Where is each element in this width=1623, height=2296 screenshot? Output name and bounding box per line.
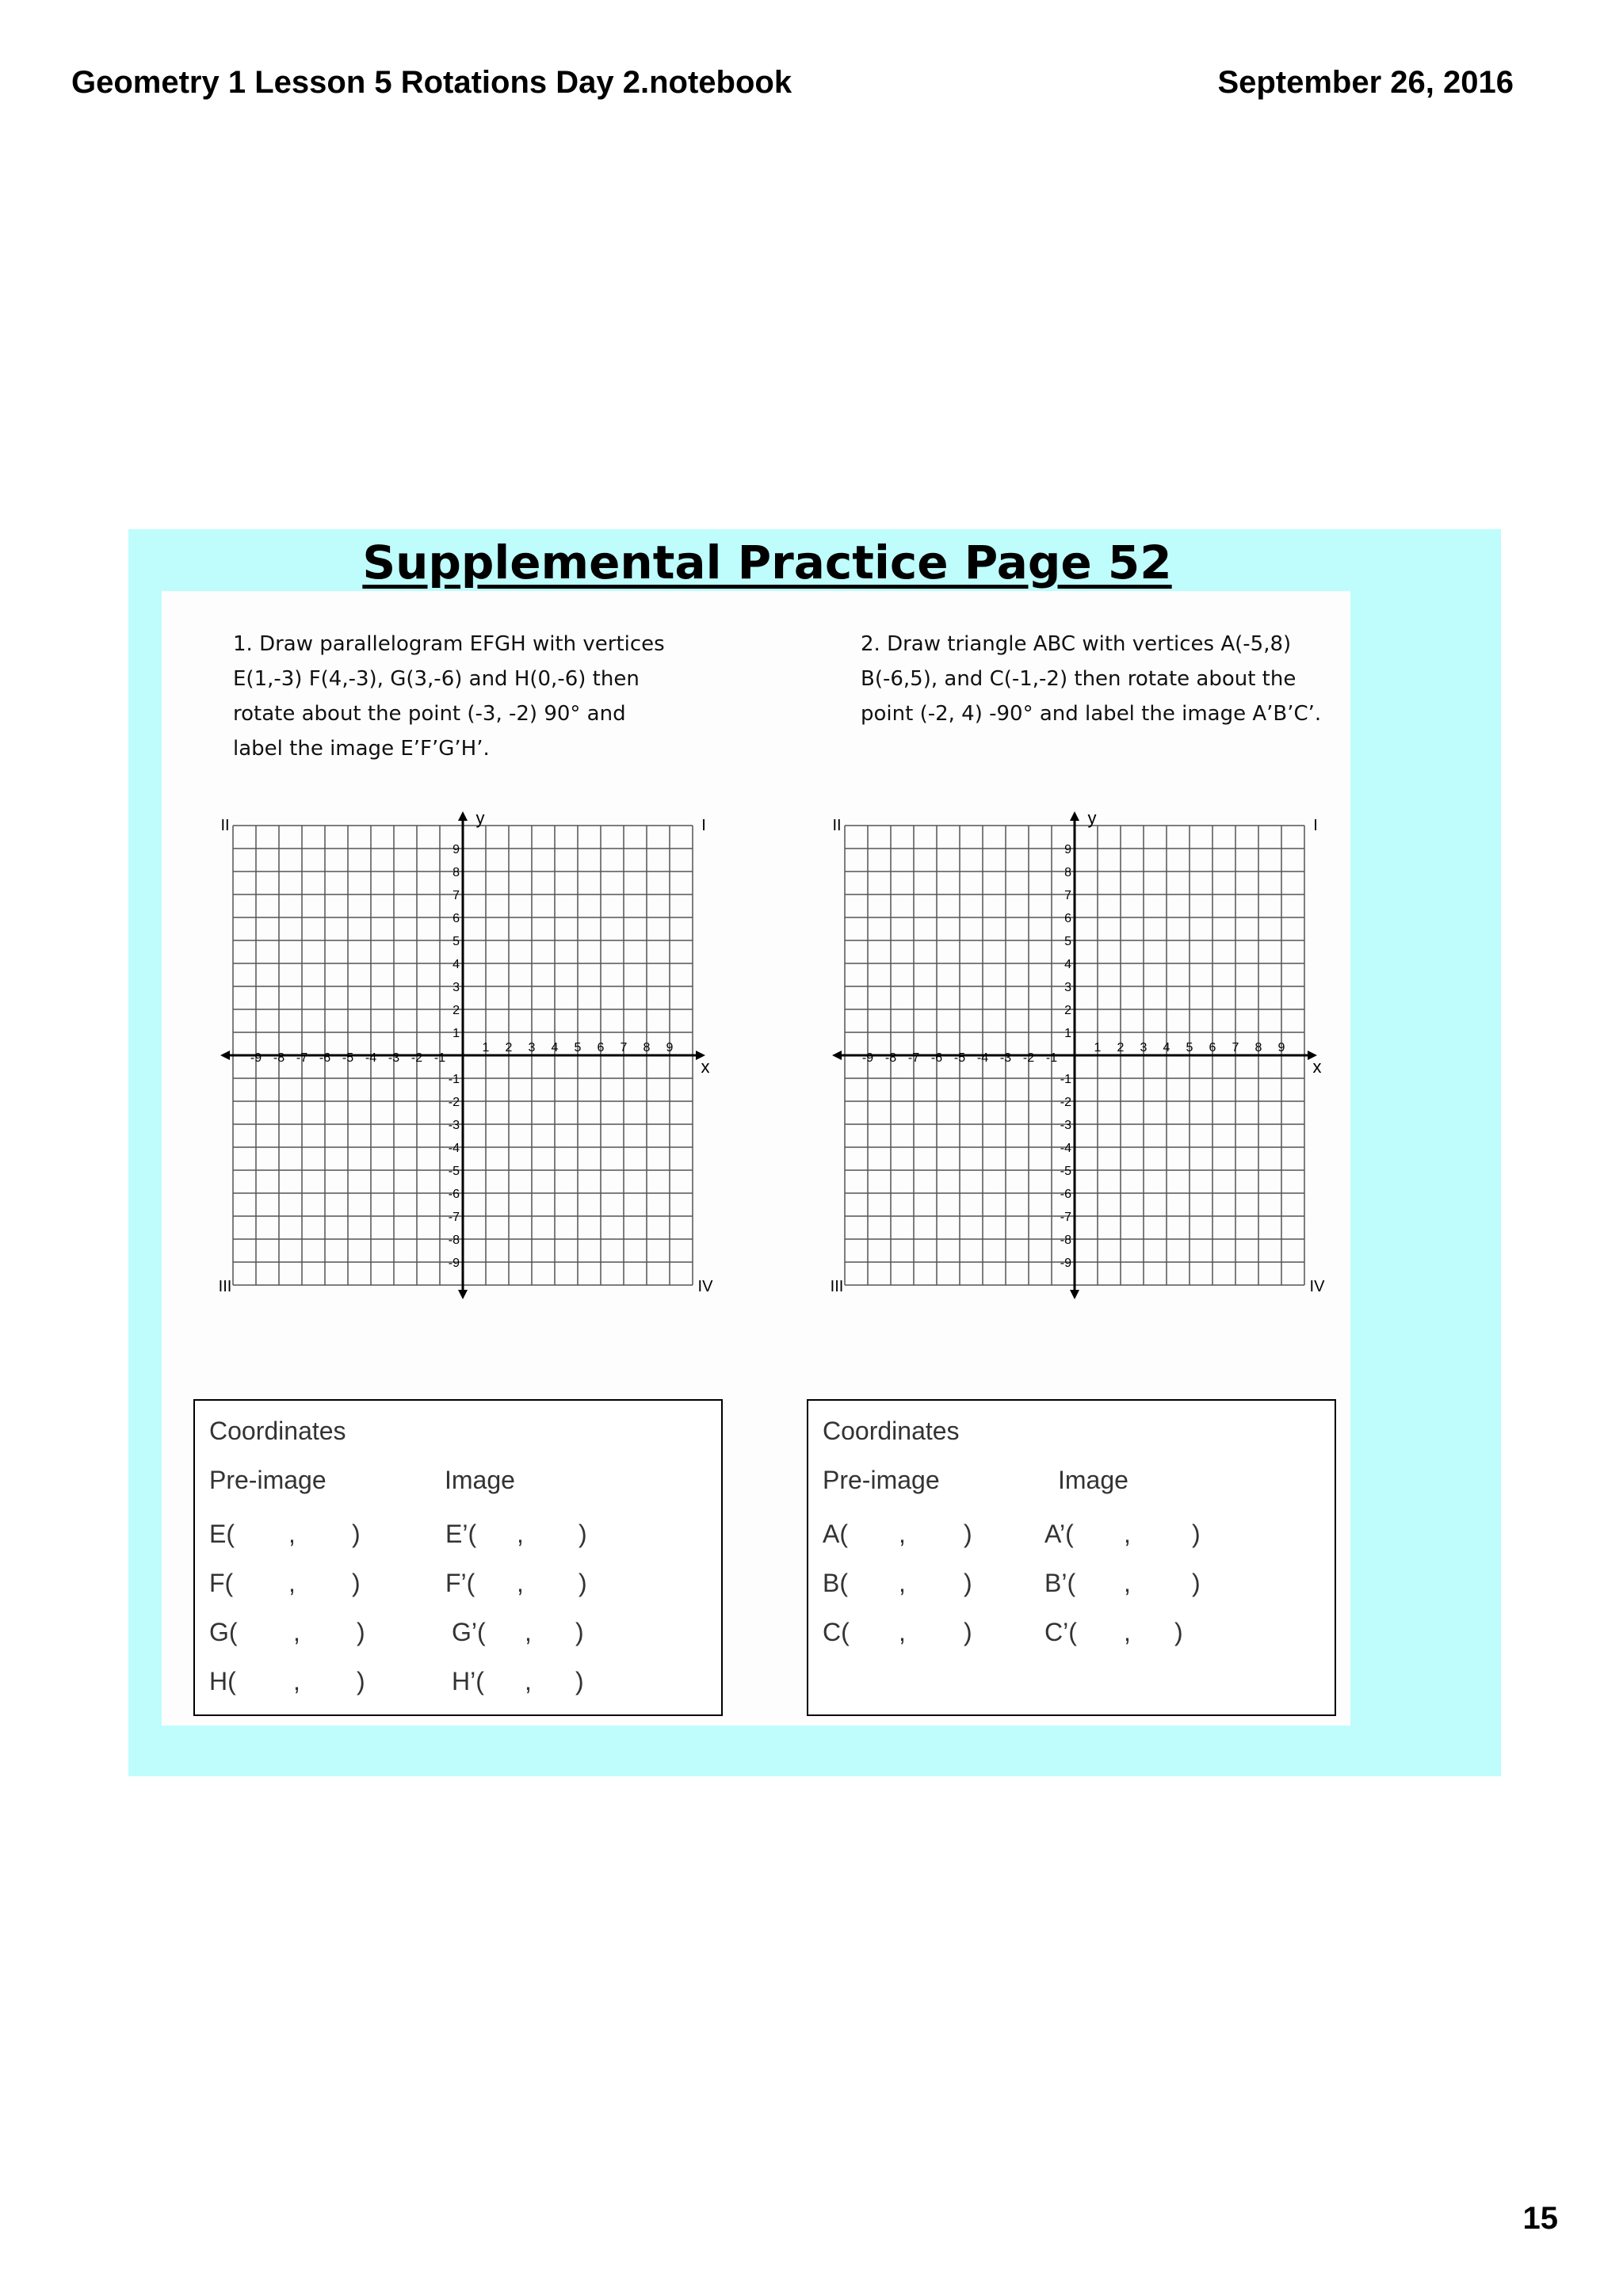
preimage-label: F(: [209, 1569, 234, 1597]
close-paren: ): [1192, 1569, 1201, 1597]
x-tick-label: -9: [250, 1051, 262, 1065]
problem-1-line: E(1,-3) F(4,-3), G(3,-6) and H(0,-6) then: [233, 667, 640, 691]
coordinate-row: [209, 1667, 701, 1699]
y-tick-label: 7: [453, 889, 460, 902]
x-tick-label: 3: [1140, 1041, 1148, 1055]
x-tick-label: -2: [1022, 1051, 1035, 1065]
x-tick-label: 5: [1186, 1041, 1193, 1055]
y-tick-label: -9: [448, 1257, 460, 1270]
x-tick-label: -7: [907, 1051, 920, 1065]
y-tick-label: 8: [453, 866, 460, 879]
preimage-label: G(: [209, 1618, 238, 1646]
x-tick-label: -6: [319, 1051, 331, 1065]
comma: ,: [517, 1520, 524, 1548]
page-number: 15: [1522, 2201, 1558, 2236]
y-tick-label: -4: [1060, 1142, 1071, 1155]
image-label: F’(: [445, 1569, 475, 1597]
comma: ,: [288, 1569, 296, 1597]
x-tick-label: -3: [999, 1051, 1012, 1065]
x-tick-label: 3: [528, 1041, 536, 1055]
x-tick-label: -8: [884, 1051, 897, 1065]
image-header: Image: [445, 1466, 515, 1494]
quadrant-label-II: II: [220, 817, 230, 834]
coordinate-row: [209, 1520, 701, 1551]
arrow-left-icon: [832, 1051, 842, 1060]
preimage-header: Pre-image: [209, 1466, 327, 1494]
y-tick-label: -7: [1060, 1211, 1071, 1224]
y-tick-label: -3: [1060, 1119, 1071, 1132]
coordinates-title: Coordinates: [823, 1417, 960, 1445]
close-paren: ): [352, 1520, 361, 1548]
y-tick-label: 5: [1064, 935, 1071, 948]
preimage-label: H(: [209, 1667, 236, 1695]
coordinates-box-2: [807, 1399, 1336, 1716]
coordinate-row: [823, 1618, 1314, 1650]
quadrant-label-III: III: [830, 1278, 844, 1295]
quadrant-label-III: III: [218, 1278, 232, 1295]
y-tick-label: 2: [453, 1004, 460, 1017]
coordinate-grid-svg: [829, 808, 1325, 1325]
coordinate-grid-svg: [217, 808, 713, 1325]
arrow-left-icon: [220, 1051, 230, 1060]
comma: ,: [525, 1667, 532, 1695]
y-tick-label: 4: [453, 958, 460, 971]
coordinate-grid-1: [217, 808, 713, 1329]
comma: ,: [899, 1569, 906, 1597]
y-tick-label: -2: [1060, 1096, 1071, 1109]
x-tick-label: -6: [930, 1051, 943, 1065]
problem-2-line: point (-2, 4) -90° and label the image A’B’C’.: [861, 702, 1322, 726]
close-paren: ): [579, 1569, 587, 1597]
coordinates-title: Coordinates: [209, 1417, 346, 1445]
preimage-label: C(: [823, 1618, 850, 1646]
coordinate-row: [823, 1569, 1314, 1600]
y-tick-label: -3: [448, 1119, 460, 1132]
y-tick-label: 4: [1064, 958, 1071, 971]
x-tick-label: -2: [411, 1051, 423, 1065]
header-date: September 26, 2016: [1217, 65, 1514, 100]
close-paren: ): [1192, 1520, 1201, 1548]
problem-1-line: 1. Draw parallelogram EFGH with vertices: [233, 632, 665, 656]
x-tick-label: -7: [296, 1051, 308, 1065]
close-paren: ): [964, 1569, 972, 1597]
y-tick-label: -8: [448, 1234, 460, 1247]
x-tick-label: 9: [1277, 1041, 1285, 1055]
comma: ,: [1124, 1569, 1131, 1597]
y-tick-label: 1: [453, 1027, 460, 1040]
x-tick-label: 2: [1117, 1041, 1125, 1055]
x-tick-label: -8: [273, 1051, 285, 1065]
comma: ,: [1124, 1520, 1131, 1548]
y-tick-label: -7: [448, 1211, 460, 1224]
image-label: E’(: [445, 1520, 477, 1548]
x-tick-label: 8: [643, 1041, 651, 1055]
quadrant-label-II: II: [832, 817, 842, 834]
y-tick-label: 2: [1064, 1004, 1071, 1017]
close-paren: ): [357, 1618, 365, 1646]
header-title: Geometry 1 Lesson 5 Rotations Day 2.notebook: [71, 65, 792, 100]
image-label: H’(: [452, 1667, 484, 1695]
coordinate-row: [823, 1520, 1314, 1551]
image-label: G’(: [452, 1618, 486, 1646]
x-tick-label: 8: [1254, 1041, 1262, 1055]
y-tick-label: 3: [1064, 981, 1071, 994]
x-tick-label: 4: [1163, 1041, 1170, 1055]
y-tick-label: 1: [1064, 1027, 1071, 1040]
problem-1-line: label the image E’F’G’H’.: [233, 737, 490, 761]
problem-1-text: [233, 627, 665, 766]
comma: ,: [517, 1569, 524, 1597]
problem-1-line: rotate about the point (-3, -2) 90° and: [233, 702, 626, 726]
x-tick-label: 1: [1094, 1041, 1102, 1055]
x-tick-label: 1: [482, 1041, 490, 1055]
preimage-label: A(: [823, 1520, 848, 1548]
x-tick-label: -9: [861, 1051, 874, 1065]
x-tick-label: -4: [976, 1051, 989, 1065]
comma: ,: [1124, 1618, 1131, 1646]
close-paren: ): [352, 1569, 361, 1597]
y-tick-label: -8: [1060, 1234, 1071, 1247]
y-tick-label: 8: [1064, 866, 1071, 879]
x-axis-label: x: [1312, 1057, 1322, 1077]
worksheet: [162, 591, 1350, 1726]
preimage-label: E(: [209, 1520, 235, 1548]
y-axis-label: y: [475, 808, 485, 828]
y-tick-label: 9: [453, 843, 460, 856]
y-tick-label: -4: [448, 1142, 460, 1155]
y-tick-label: -1: [448, 1073, 460, 1086]
panel-title: Supplemental Practice Page 52: [362, 536, 1172, 589]
image-label: C’(: [1044, 1618, 1077, 1646]
close-paren: ): [964, 1618, 972, 1646]
arrow-up-icon: [1070, 811, 1079, 821]
image-label: A’(: [1044, 1520, 1074, 1548]
x-tick-label: 7: [620, 1041, 628, 1055]
quadrant-label-I: I: [701, 817, 706, 834]
close-paren: ): [575, 1618, 584, 1646]
y-tick-label: -5: [448, 1165, 460, 1178]
problem-2-line: 2. Draw triangle ABC with vertices A(-5,8): [861, 632, 1292, 656]
y-tick-label: 7: [1064, 889, 1071, 902]
preimage-label: B(: [823, 1569, 848, 1597]
y-tick-label: 6: [453, 912, 460, 925]
close-paren: ): [1174, 1618, 1183, 1646]
x-tick-label: -5: [953, 1051, 966, 1065]
problem-2-line: B(-6,5), and C(-1,-2) then rotate about the: [861, 667, 1296, 691]
problem-2-text: [861, 627, 1321, 731]
comma: ,: [293, 1667, 300, 1695]
coordinate-row: [209, 1569, 701, 1600]
y-tick-label: 6: [1064, 912, 1071, 925]
x-tick-label: -5: [342, 1051, 354, 1065]
arrow-down-icon: [458, 1290, 468, 1299]
coordinates-box-1: [193, 1399, 723, 1716]
y-tick-label: -1: [1060, 1073, 1071, 1086]
x-tick-label: -4: [365, 1051, 377, 1065]
y-tick-label: 3: [453, 981, 460, 994]
close-paren: ): [575, 1667, 584, 1695]
x-tick-label: 6: [1209, 1041, 1216, 1055]
close-paren: ): [964, 1520, 972, 1548]
close-paren: ): [357, 1667, 365, 1695]
coordinate-grid-2: [829, 808, 1325, 1329]
y-tick-label: 9: [1064, 843, 1071, 856]
comma: ,: [525, 1618, 532, 1646]
comma: ,: [899, 1520, 906, 1548]
comma: ,: [293, 1618, 300, 1646]
y-tick-label: -2: [448, 1096, 460, 1109]
x-tick-label: 2: [505, 1041, 513, 1055]
y-tick-label: -6: [448, 1188, 460, 1201]
y-tick-label: -5: [1060, 1165, 1071, 1178]
y-tick-label: -6: [1060, 1188, 1071, 1201]
quadrant-label-IV: IV: [697, 1278, 713, 1295]
x-tick-label: -3: [388, 1051, 400, 1065]
x-tick-label: 4: [551, 1041, 559, 1055]
practice-panel: [128, 529, 1501, 1776]
x-tick-label: 6: [597, 1041, 605, 1055]
close-paren: ): [579, 1520, 587, 1548]
quadrant-label-I: I: [1313, 817, 1318, 834]
quadrant-label-IV: IV: [1309, 1278, 1325, 1295]
arrow-up-icon: [458, 811, 468, 821]
comma: ,: [899, 1618, 906, 1646]
coordinate-row: [209, 1618, 701, 1650]
arrow-down-icon: [1070, 1290, 1079, 1299]
y-tick-label: -9: [1060, 1257, 1071, 1270]
y-axis-label: y: [1087, 808, 1097, 828]
x-tick-label: 7: [1232, 1041, 1239, 1055]
preimage-header: Pre-image: [823, 1466, 940, 1494]
image-label: B’(: [1044, 1569, 1076, 1597]
comma: ,: [288, 1520, 296, 1548]
x-axis-label: x: [701, 1057, 710, 1077]
x-tick-label: -1: [1045, 1051, 1058, 1065]
x-tick-label: -1: [433, 1051, 446, 1065]
x-tick-label: 9: [666, 1041, 674, 1055]
image-header: Image: [1058, 1466, 1128, 1494]
y-tick-label: 5: [453, 935, 460, 948]
x-tick-label: 5: [574, 1041, 582, 1055]
